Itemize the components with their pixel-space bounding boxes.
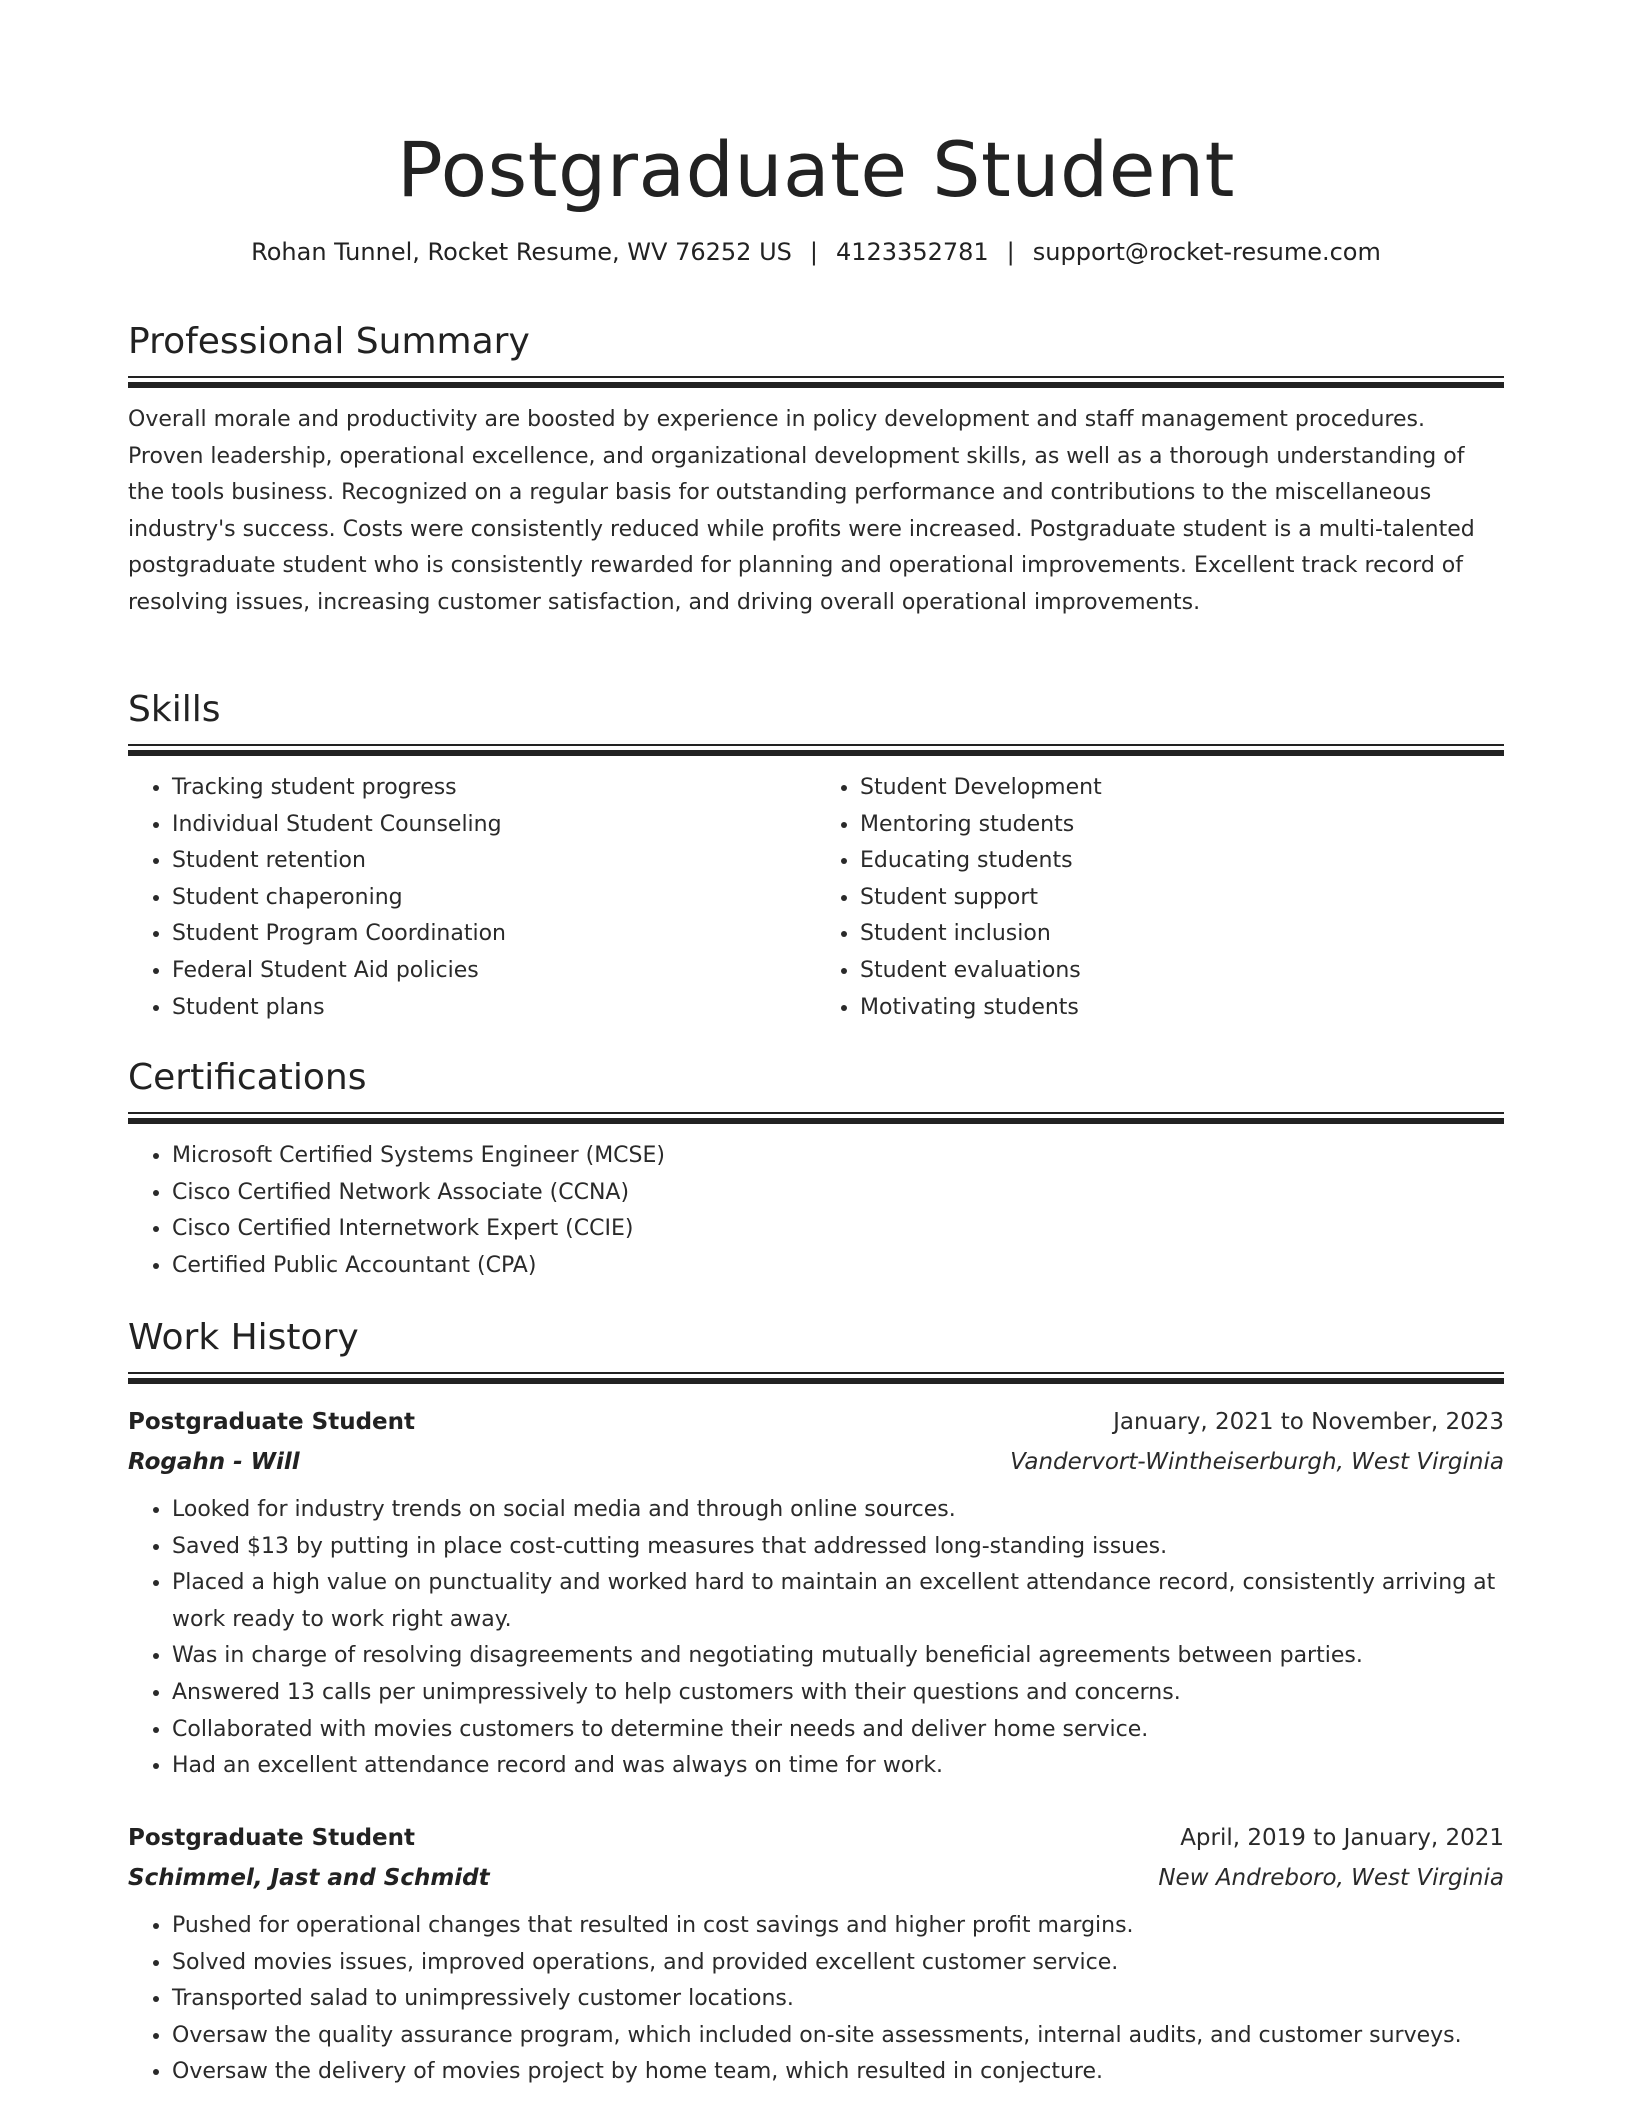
resume-page (128, 0, 1504, 2085)
certification-item: • Cisco Certified Network Associate (CCNA) (172, 1175, 1504, 1212)
job-bullet-list (128, 1908, 1504, 2091)
job-header-row (128, 1818, 1504, 1858)
certification-item: • Certified Public Accountant (CPA) (172, 1248, 1504, 1285)
section-divider (128, 1372, 1504, 1384)
job-bullet: • Answered 13 calls per unimpressively to help customers with their questions and concerns. (172, 1675, 1504, 1712)
summary-text: Overall morale and productivity are boosted by experience in policy development and staff management procedures. Proven leadership, operational excellence, and organizational development skills, as well as a thorough understanding of the tools business. Recognized on a regular basis for outstanding performance and contributions to the miscellaneous industry's success. Costs were consistently reduced while profits were increased. Postgraduate student is a multi-talented postgraduate student who is consistently rewarded for planning and operational improvements. Excellent track record of resolving issues, increasing customer satisfaction, and driving overall operational improvements. (128, 407, 1475, 615)
skill-item: • Student support (860, 880, 1504, 917)
job-bullet: • Placed a high value on punctuality and worked hard to maintain an excellent attendance record, consistently arriving at work ready to work right away. (172, 1565, 1504, 1638)
section-skills (128, 686, 1504, 1026)
job-bullet: • Solved movies issues, improved operations, and provided excellent customer service. (172, 1945, 1504, 1982)
page-title: Postgraduate Student (397, 125, 1235, 214)
job-subheader-row (128, 1858, 1504, 1898)
job-bullet: • Saved $13 by putting in place cost-cutting measures that addressed long-standing issues. (172, 1529, 1504, 1566)
skill-item: • Student chaperoning (172, 880, 816, 917)
section-professional-summary (128, 318, 1504, 622)
job-bullet: • Oversaw the delivery of movies project by home team, which resulted in conjecture. (172, 2054, 1504, 2091)
job-company: Schimmel, Jast and Schmidt (128, 1865, 490, 1891)
job-bullet: • Transported salad to unimpressively customer locations. (172, 1981, 1504, 2018)
section-heading: Professional Summary (128, 321, 530, 362)
skill-item: • Student Development (860, 770, 1504, 807)
section-divider (128, 744, 1504, 756)
skill-item: • Mentoring students (860, 807, 1504, 844)
job-bullet: • Pushed for operational changes that resulted in cost savings and higher profit margins. (172, 1908, 1504, 1945)
skill-item: • Student plans (172, 990, 816, 1027)
contact-separator: | (809, 238, 818, 266)
skill-item: • Educating students (860, 843, 1504, 880)
skill-item: • Student Program Coordination (172, 916, 816, 953)
skills-list (128, 770, 1504, 1026)
job-bullet: • Looked for industry trends on social media and through online sources. (172, 1492, 1504, 1529)
job-location: Vandervort-Wintheiserburgh, West Virginia (1010, 1449, 1504, 1475)
job-bullet: • Had an excellent attendance record and was always on time for work. (172, 1748, 1504, 1785)
skills-column-right (816, 770, 1504, 1026)
job-bullet: • Oversaw the quality assurance program, which included on-site assessments, internal audits, and customer surveys. (172, 2018, 1504, 2055)
certification-item: • Microsoft Certified Systems Engineer (MCSE) (172, 1138, 1504, 1175)
job-dates: April, 2019 to January, 2021 (1180, 1825, 1504, 1851)
job-header-row (128, 1402, 1504, 1442)
contact-phone: 4123352781 (835, 238, 989, 266)
skill-item: • Student evaluations (860, 953, 1504, 990)
job-location: New Andreboro, West Virginia (1158, 1865, 1504, 1891)
job-title: Postgraduate Student (128, 1825, 415, 1851)
job-dates: January, 2021 to November, 2023 (1113, 1409, 1504, 1435)
job-entry (128, 1402, 1504, 1785)
job-title: Postgraduate Student (128, 1409, 415, 1435)
certifications-list (128, 1138, 1504, 1284)
contact-line (128, 236, 1504, 268)
contact-address: Rohan Tunnel, Rocket Resume, WV 76252 US (251, 238, 792, 266)
section-heading: Certifications (128, 1057, 367, 1098)
section-certifications (128, 1054, 1504, 1284)
contact-separator: | (1006, 238, 1015, 266)
skill-item: • Motivating students (860, 990, 1504, 1027)
section-divider (128, 376, 1504, 388)
certification-item: • Cisco Certified Internetwork Expert (CCIE) (172, 1211, 1504, 1248)
skill-item: • Student inclusion (860, 916, 1504, 953)
section-divider (128, 1112, 1504, 1124)
skill-item: • Individual Student Counseling (172, 807, 816, 844)
job-company: Rogahn - Will (128, 1449, 300, 1475)
job-entry (128, 1818, 1504, 2091)
section-heading: Work History (128, 1317, 359, 1358)
section-heading: Skills (128, 689, 221, 730)
skill-item: • Tracking student progress (172, 770, 816, 807)
section-work-history (128, 1314, 1504, 1384)
contact-email: support@rocket-resume.com (1032, 238, 1381, 266)
job-bullet: • Was in charge of resolving disagreements and negotiating mutually beneficial agreements between parties. (172, 1638, 1504, 1675)
job-bullet-list (128, 1492, 1504, 1785)
skill-item: • Federal Student Aid policies (172, 953, 816, 990)
job-bullet: • Collaborated with movies customers to determine their needs and deliver home service. (172, 1712, 1504, 1749)
skill-item: • Student retention (172, 843, 816, 880)
skills-column-left (128, 770, 816, 1026)
job-subheader-row (128, 1442, 1504, 1482)
